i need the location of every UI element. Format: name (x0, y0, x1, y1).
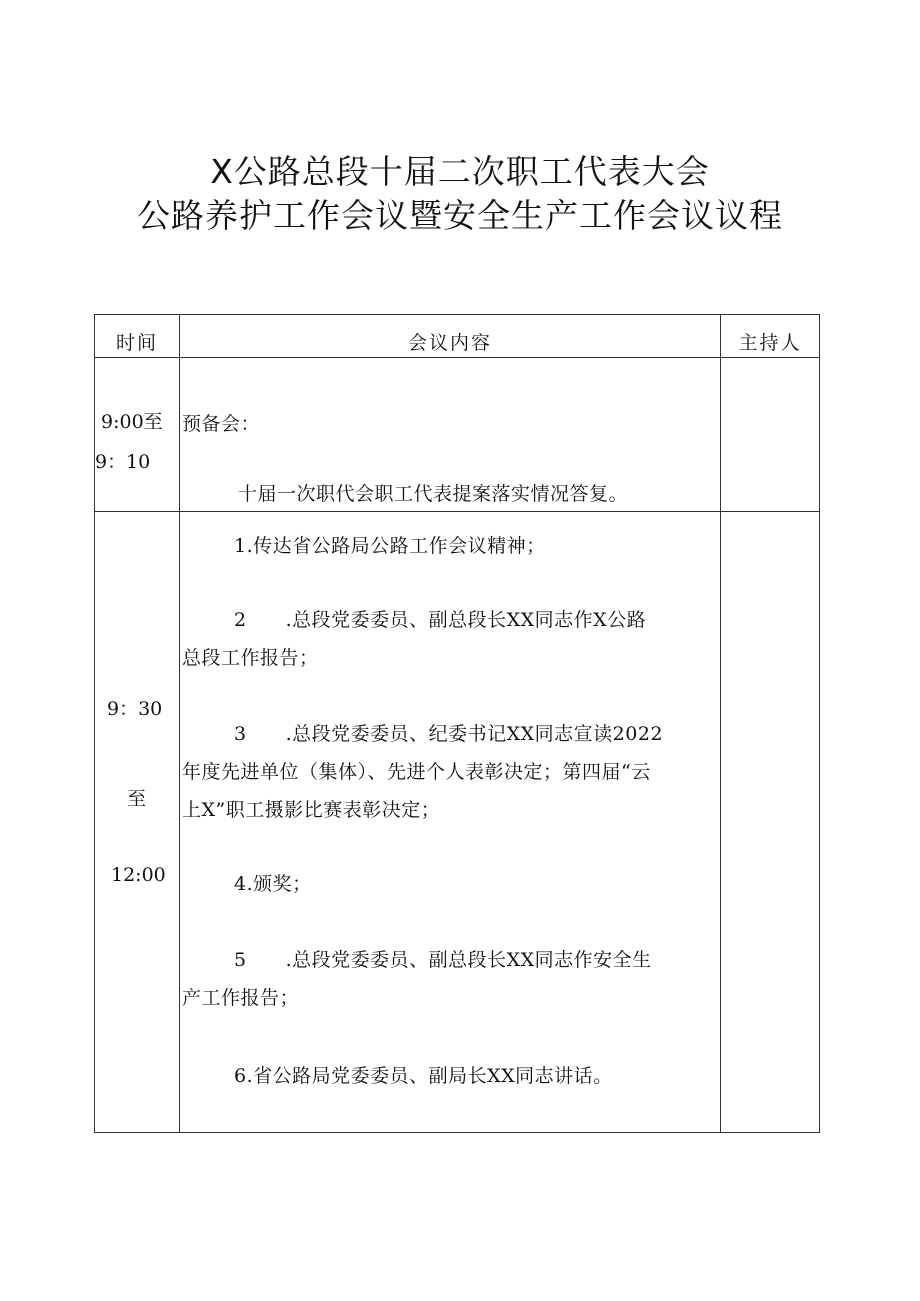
time-end: 12:00 (111, 864, 166, 886)
host-cell (721, 358, 820, 512)
list-item: 3 .总段党委委员、纪委书记XX同志宣读2022 (234, 723, 664, 745)
content-cell (180, 512, 721, 1133)
header-time: 时间 (95, 315, 180, 358)
agenda-table (94, 314, 820, 1133)
header-host: 主持人 (721, 315, 820, 358)
list-item: 2 .总段党委委员、副总段长XX同志作X公路 (234, 609, 647, 631)
time-start: 9：30 (107, 698, 163, 720)
header-content: 会议内容 (180, 315, 721, 358)
time-start: 9:00至 (101, 411, 163, 433)
list-item: 5 .总段党委委员、副总段长XX同志作安全生 (234, 949, 652, 971)
document-title-line-1: X公路总段十届二次职工代表大会 (210, 152, 710, 191)
list-item: 6.省公路局党委委员、副局长XX同志讲话。 (234, 1065, 613, 1087)
list-item-continuation: 产工作报告； (182, 987, 300, 1009)
time-end: 9：10 (95, 451, 151, 473)
document-title-line-2: 公路养护工作会议暨安全生产工作会议议程 (137, 196, 783, 235)
table-row (95, 358, 820, 512)
time-cell (95, 358, 180, 512)
list-item-continuation: 年度先进单位（集体）、先进个人表彰决定；第四届“云 (182, 761, 651, 783)
list-item: 4.颁奖； (234, 873, 312, 895)
list-item-continuation: 上X”职工摄影比赛表彰决定； (182, 799, 441, 821)
list-item: 1.传达省公路局公路工作会议精神； (234, 535, 546, 557)
list-item-continuation: 总段工作报告； (182, 647, 319, 669)
table-row (95, 512, 820, 1133)
time-mid: 至 (127, 788, 147, 810)
content-item: 十届一次职代会职工代表提案落实情况答复。 (238, 483, 629, 505)
table-header-row (95, 315, 820, 358)
time-cell (95, 512, 180, 1133)
content-cell (180, 358, 721, 512)
host-cell (721, 512, 820, 1133)
content-title: 预备会： (182, 413, 261, 435)
